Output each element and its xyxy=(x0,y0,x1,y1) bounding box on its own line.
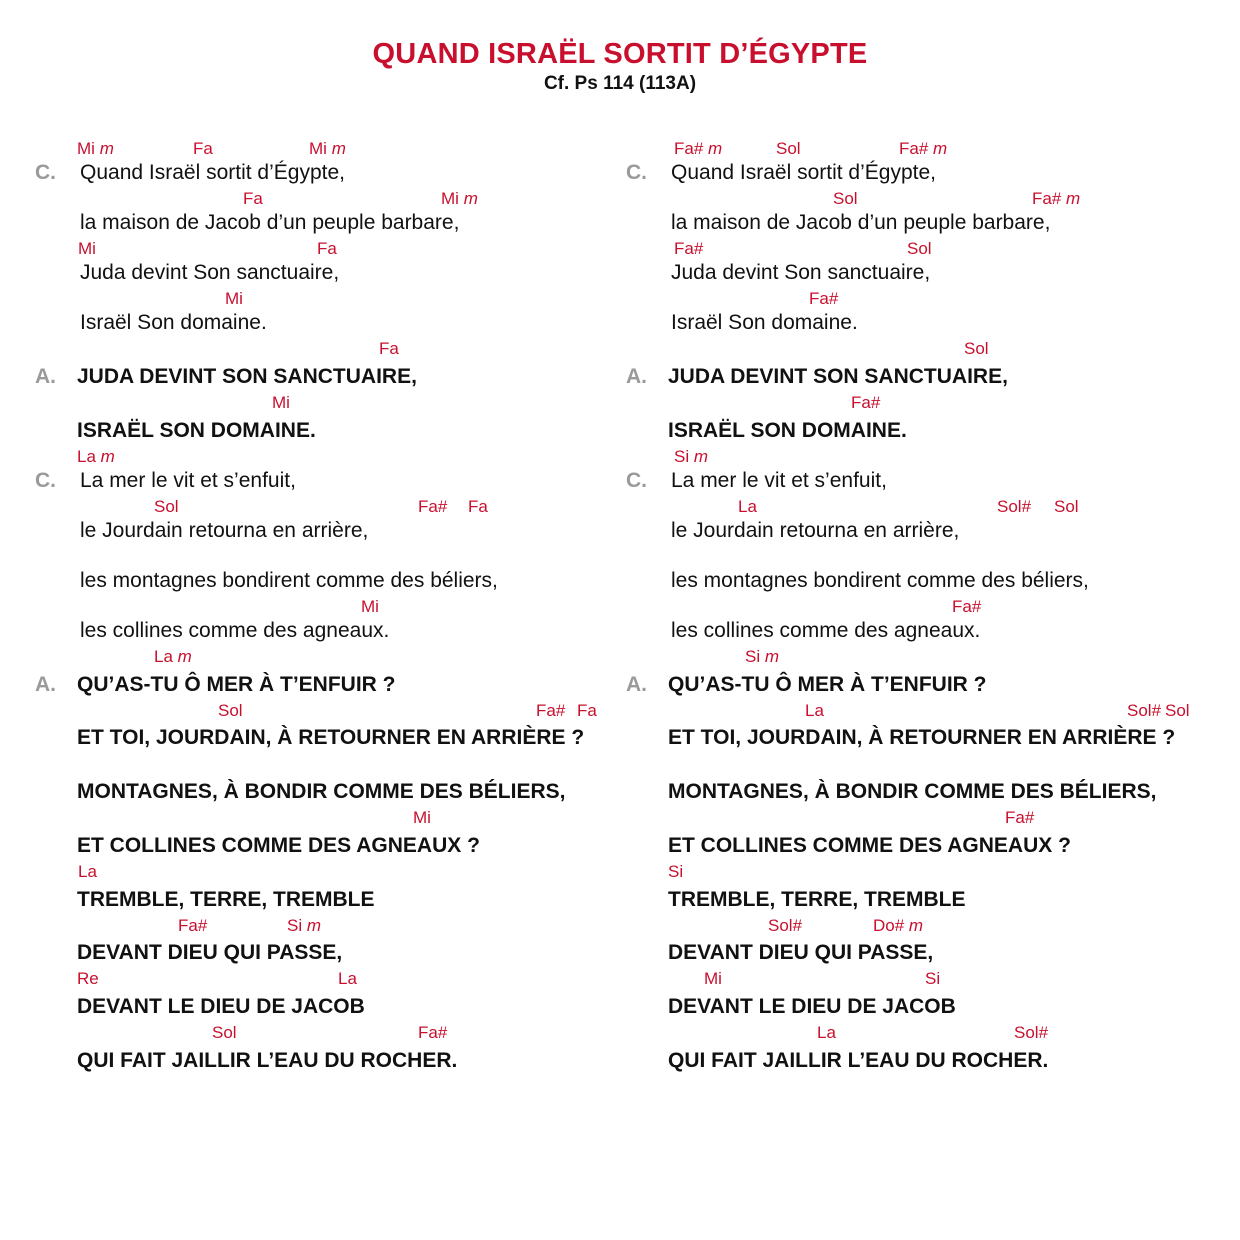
chord: Fa# xyxy=(178,916,208,935)
chord: Fa xyxy=(193,139,213,158)
refrain-line: DEVANT LE DIEU DE JACOB xyxy=(77,995,365,1018)
lyric-line: La mer le vit et s’enfuit, xyxy=(80,469,296,492)
refrain-line: ISRAËL SON DOMAINE. xyxy=(77,419,316,442)
chord: La xyxy=(338,969,357,988)
chord-quality: m xyxy=(99,139,114,158)
chord: Fa xyxy=(379,339,399,358)
chord: La xyxy=(805,701,824,720)
chord: Si xyxy=(668,862,684,881)
chord: Sol xyxy=(1165,701,1190,720)
chord xyxy=(1032,190,1080,207)
chord-quality: m xyxy=(908,916,924,935)
chord-root: Fa# xyxy=(1032,189,1062,208)
lyric-line: Quand Israël sortit d’Égypte, xyxy=(80,161,345,184)
refrain-line: QUI FAIT JAILLIR L’EAU DU ROCHER. xyxy=(77,1049,458,1072)
lyric-line: Israël Son domaine. xyxy=(671,311,858,334)
chord: Fa# xyxy=(851,393,881,412)
lyric-line: les montagnes bondirent comme des béliers, xyxy=(671,569,1089,592)
chord xyxy=(674,448,708,465)
refrain-line: MONTAGNES, À BONDIR COMME DES BÉLIERS, xyxy=(77,780,566,803)
refrain-line: JUDA DEVINT SON SANCTUAIRE, xyxy=(668,365,1008,388)
chord: Fa# xyxy=(418,1023,448,1042)
chord-root: Fa# xyxy=(674,139,704,158)
chord-quality: m xyxy=(1066,189,1081,208)
refrain-line: ET TOI, JOURDAIN, À RETOURNER EN ARRIÈRE ? xyxy=(668,726,1176,749)
chord-quality: m xyxy=(331,139,346,158)
cantor-marker: C. xyxy=(35,161,56,184)
chord: Fa# xyxy=(418,497,448,516)
chord: Mi xyxy=(704,969,722,988)
refrain-line: QUI FAIT JAILLIR L’EAU DU ROCHER. xyxy=(668,1049,1049,1072)
lyric-line: Juda devint Son sanctuaire, xyxy=(80,261,340,284)
lyric-line: Quand Israël sortit d’Égypte, xyxy=(671,161,936,184)
refrain-line: ISRAËL SON DOMAINE. xyxy=(668,419,907,442)
chord xyxy=(77,140,114,157)
chord: Sol xyxy=(154,497,179,516)
refrain-line: DEVANT DIEU QUI PASSE, xyxy=(668,941,934,964)
chord: Sol xyxy=(1054,497,1079,516)
chord-root: La xyxy=(77,447,96,466)
lyric-line: le Jourdain retourna en arrière, xyxy=(80,519,369,542)
refrain-line: QU’AS-TU Ô MER À T’ENFUIR ? xyxy=(77,673,396,696)
chord: Fa xyxy=(468,497,488,516)
chord: Fa# xyxy=(674,239,704,258)
chord xyxy=(745,648,779,665)
chord: Si xyxy=(925,969,941,988)
chord xyxy=(287,917,321,934)
chord: La xyxy=(817,1023,836,1042)
lyric-line: Juda devint Son sanctuaire, xyxy=(671,261,931,284)
lyric-line: la maison de Jacob d’un peuple barbare, xyxy=(671,211,1051,234)
chord: Fa# xyxy=(536,701,566,720)
chord xyxy=(441,190,478,207)
chord-quality: m xyxy=(933,139,948,158)
chord-quality: m xyxy=(177,647,192,666)
chord-root: Si xyxy=(745,647,761,666)
chord: Sol xyxy=(218,701,243,720)
lyric-line: la maison de Jacob d’un peuple barbare, xyxy=(80,211,460,234)
refrain-line: ET COLLINES COMME DES AGNEAUX ? xyxy=(668,834,1071,857)
chord-root: Mi xyxy=(309,139,327,158)
refrain-line: MONTAGNES, À BONDIR COMME DES BÉLIERS, xyxy=(668,780,1157,803)
chord: Re xyxy=(77,969,99,988)
cantor-marker: C. xyxy=(626,469,647,492)
chord-quality: m xyxy=(764,647,780,666)
chord-root: Si xyxy=(674,447,690,466)
chord: Fa xyxy=(317,239,337,258)
chord-sheet-left xyxy=(0,0,597,1240)
chord xyxy=(77,448,115,465)
chord-sheet-right xyxy=(591,0,1190,1240)
chord-root: Mi xyxy=(77,139,95,158)
chord: Sol xyxy=(964,339,989,358)
chord: Sol xyxy=(776,139,801,158)
chord-quality: m xyxy=(693,447,709,466)
chord xyxy=(873,917,923,934)
chord: Fa# xyxy=(1005,808,1035,827)
chord: Sol xyxy=(907,239,932,258)
lyric-line: Israël Son domaine. xyxy=(80,311,267,334)
chord: Sol# xyxy=(768,916,803,935)
refrain-line: ET TOI, JOURDAIN, À RETOURNER EN ARRIÈRE ? xyxy=(77,726,585,749)
lyric-line: les collines comme des agneaux. xyxy=(671,619,981,642)
chord-root: Fa# xyxy=(899,139,929,158)
chord: Sol xyxy=(833,189,858,208)
assembly-marker: A. xyxy=(626,365,647,388)
chord-quality: m xyxy=(463,189,478,208)
lyric-line: La mer le vit et s’enfuit, xyxy=(671,469,887,492)
chord-root: Mi xyxy=(441,189,459,208)
chord: Mi xyxy=(78,239,96,258)
chord xyxy=(899,140,947,157)
chord: Mi xyxy=(413,808,431,827)
refrain-line: DEVANT LE DIEU DE JACOB xyxy=(668,995,956,1018)
chord: Mi xyxy=(225,289,243,308)
chord: La xyxy=(78,862,97,881)
chord-root: Do# xyxy=(873,916,905,935)
cantor-marker: C. xyxy=(35,469,56,492)
chord: Sol xyxy=(212,1023,237,1042)
chord-quality: m xyxy=(306,916,322,935)
chord-root: La xyxy=(154,647,173,666)
cantor-marker: C. xyxy=(626,161,647,184)
refrain-line: TREMBLE, TERRE, TREMBLE xyxy=(77,888,375,911)
assembly-marker: A. xyxy=(626,673,647,696)
chord: La xyxy=(738,497,757,516)
chord: Fa xyxy=(577,701,597,720)
chord: Sol# xyxy=(1127,701,1162,720)
lyric-line: le Jourdain retourna en arrière, xyxy=(671,519,960,542)
chord: Fa xyxy=(243,189,263,208)
page-title: QUAND ISRAËL SORTIT D’ÉGYPTE xyxy=(372,38,868,70)
chord: Sol# xyxy=(997,497,1032,516)
chord: Fa# xyxy=(952,597,982,616)
chord xyxy=(309,140,346,157)
refrain-line: JUDA DEVINT SON SANCTUAIRE, xyxy=(77,365,417,388)
chord-quality: m xyxy=(100,447,115,466)
chord-root: Si xyxy=(287,916,303,935)
chord: Mi xyxy=(272,393,290,412)
lyric-line: les collines comme des agneaux. xyxy=(80,619,390,642)
refrain-line: TREMBLE, TERRE, TREMBLE xyxy=(668,888,966,911)
chord: Fa# xyxy=(809,289,839,308)
chord xyxy=(674,140,722,157)
refrain-line: QU’AS-TU Ô MER À T’ENFUIR ? xyxy=(668,673,987,696)
assembly-marker: A. xyxy=(35,673,56,696)
lyric-line: les montagnes bondirent comme des béliers, xyxy=(80,569,498,592)
chord: Sol# xyxy=(1014,1023,1049,1042)
assembly-marker: A. xyxy=(35,365,56,388)
chord-quality: m xyxy=(708,139,723,158)
page-subtitle: Cf. Ps 114 (113A) xyxy=(543,73,697,94)
refrain-line: ET COLLINES COMME DES AGNEAUX ? xyxy=(77,834,480,857)
chord xyxy=(154,648,192,665)
refrain-line: DEVANT DIEU QUI PASSE, xyxy=(77,941,343,964)
chord: Mi xyxy=(361,597,379,616)
